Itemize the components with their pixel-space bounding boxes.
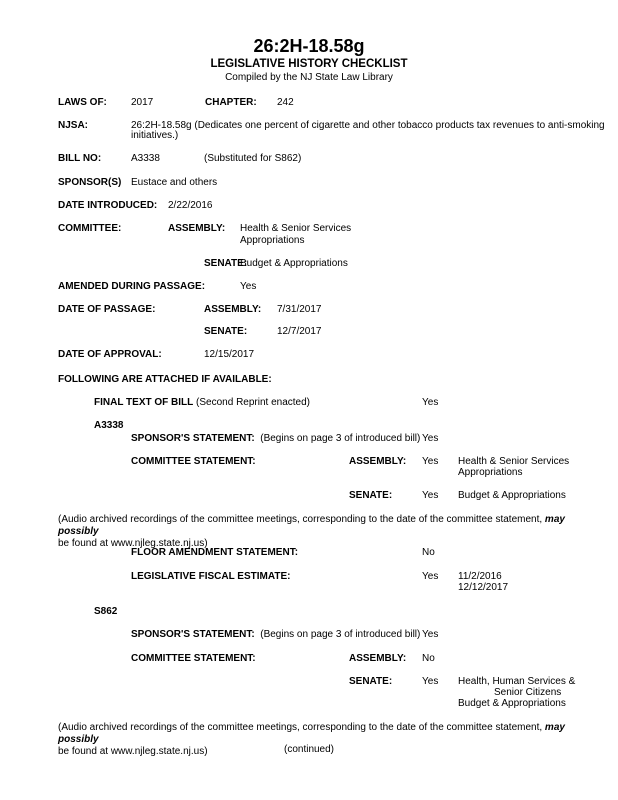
passage-senate-value: 12/7/2017: [277, 326, 322, 337]
s862-senate-value: Yes: [422, 676, 439, 687]
a3338-sponsor-label: SPONSOR'S STATEMENT:: [131, 433, 255, 444]
laws-of-value: 2017: [131, 97, 154, 108]
checklist-subtitle: LEGISLATIVE HISTORY CHECKLIST: [210, 58, 408, 70]
committee-assembly-label: ASSEMBLY:: [168, 223, 226, 234]
page-title: 26:2H-18.58g: [253, 36, 365, 56]
s862-audio-note-emphasis: may possibly: [58, 722, 565, 745]
date-introduced-label: DATE INTRODUCED:: [58, 200, 158, 211]
a3338-committee-label: COMMITTEE STATEMENT:: [131, 456, 256, 467]
date-introduced-value: 2/22/2016: [168, 200, 213, 211]
a3338-audio-note: [58, 514, 608, 550]
laws-of-label: LAWS OF:: [58, 97, 107, 108]
a3338-audio-note-emphasis: may possibly: [58, 514, 565, 537]
final-text-value: Yes: [422, 397, 439, 408]
a3338-audio-note-pre: (Audio archived recordings of the committee meetings, corresponding to the date of the committee statement,: [58, 514, 545, 525]
a3338-heading: A3338: [94, 420, 124, 431]
a3338-assembly-label: ASSEMBLY:: [349, 456, 407, 467]
a3338-assembly-value: Yes: [422, 456, 439, 467]
njsa-line-2: initiatives.): [131, 130, 179, 141]
committee-assembly-line-2: Appropriations: [240, 235, 305, 246]
a3338-fiscal-date-2: 12/12/2017: [458, 582, 509, 593]
s862-audio-note-post: be found at www.njleg.state.nj.us): [58, 746, 208, 757]
final-text-label: FINAL TEXT OF BILL: [94, 397, 194, 408]
s862-sponsor-row: [131, 629, 420, 641]
continued-marker: (continued): [283, 744, 335, 755]
a3338-floor-value: No: [422, 547, 435, 558]
s862-assembly-value: No: [422, 653, 435, 664]
attached-heading: FOLLOWING ARE ATTACHED IF AVAILABLE:: [58, 374, 272, 385]
s862-sponsor-value: Yes: [422, 629, 439, 640]
committee-senate-label: SENATE:: [204, 258, 248, 269]
a3338-senate-committee: Budget & Appropriations: [458, 490, 566, 501]
a3338-assembly-committee-2: Appropriations: [458, 467, 523, 478]
amended-label: AMENDED DURING PASSAGE:: [58, 281, 206, 292]
a3338-fiscal-date-1: 11/2/2016: [458, 571, 502, 582]
final-text-row: [94, 397, 310, 409]
chapter-value: 242: [277, 97, 294, 108]
bill-no-label: BILL NO:: [58, 153, 102, 164]
a3338-fiscal-label: LEGISLATIVE FISCAL ESTIMATE:: [131, 571, 291, 582]
amended-value: Yes: [240, 281, 257, 292]
committee-label: COMMITTEE:: [58, 223, 122, 234]
sponsor-value: Eustace and others: [131, 177, 218, 188]
njsa-line-1: 26:2H-18.58g (Dedicates one percent of cigarette and other tobacco products tax revenues to anti-smoking: [131, 120, 605, 131]
s862-audio-note-pre: (Audio archived recordings of the committee meetings, corresponding to the date of the committee statement,: [58, 722, 545, 733]
chapter-label: CHAPTER:: [205, 97, 257, 108]
s862-senate-committee-1: Health, Human Services &: [458, 676, 576, 687]
s862-senate-committee-3: Budget & Appropriations: [458, 698, 566, 709]
committee-senate-value: Budget & Appropriations: [240, 258, 348, 269]
passage-assembly-value: 7/31/2017: [277, 304, 322, 315]
committee-assembly-line-1: Health & Senior Services: [240, 223, 352, 234]
bill-substituted-note: (Substituted for S862): [204, 153, 302, 164]
a3338-sponsor-value: Yes: [422, 433, 439, 444]
passage-label: DATE OF PASSAGE:: [58, 304, 156, 315]
s862-senate-committee-2: Senior Citizens: [494, 687, 562, 698]
sponsor-label: SPONSOR(S): [58, 177, 122, 188]
passage-assembly-label: ASSEMBLY:: [204, 304, 262, 315]
bill-no-value: A3338: [131, 153, 160, 164]
s862-sponsor-label: SPONSOR'S STATEMENT:: [131, 629, 255, 640]
s862-sponsor-note: (Begins on page 3 of introduced bill): [260, 629, 421, 640]
njsa-label: NJSA:: [58, 120, 89, 131]
a3338-sponsor-row: [131, 433, 420, 445]
a3338-sponsor-note: (Begins on page 3 of introduced bill): [260, 433, 421, 444]
a3338-senate-value: Yes: [422, 490, 439, 501]
approval-value: 12/15/2017: [204, 349, 255, 360]
compiled-by: Compiled by the NJ State Law Library: [225, 72, 393, 83]
s862-senate-label: SENATE:: [349, 676, 393, 687]
a3338-senate-label: SENATE:: [349, 490, 393, 501]
s862-committee-label: COMMITTEE STATEMENT:: [131, 653, 256, 664]
a3338-fiscal-value: Yes: [422, 571, 439, 582]
a3338-audio-note-post: be found at www.njleg.state.nj.us): [58, 538, 208, 549]
s862-assembly-label: ASSEMBLY:: [349, 653, 407, 664]
final-text-note: (Second Reprint enacted): [196, 397, 311, 408]
passage-senate-label: SENATE:: [204, 326, 248, 337]
approval-label: DATE OF APPROVAL:: [58, 349, 162, 360]
a3338-floor-label: FLOOR AMENDMENT STATEMENT:: [131, 547, 299, 558]
a3338-assembly-committee-1: Health & Senior Services: [458, 456, 570, 467]
s862-heading: S862: [94, 606, 118, 617]
